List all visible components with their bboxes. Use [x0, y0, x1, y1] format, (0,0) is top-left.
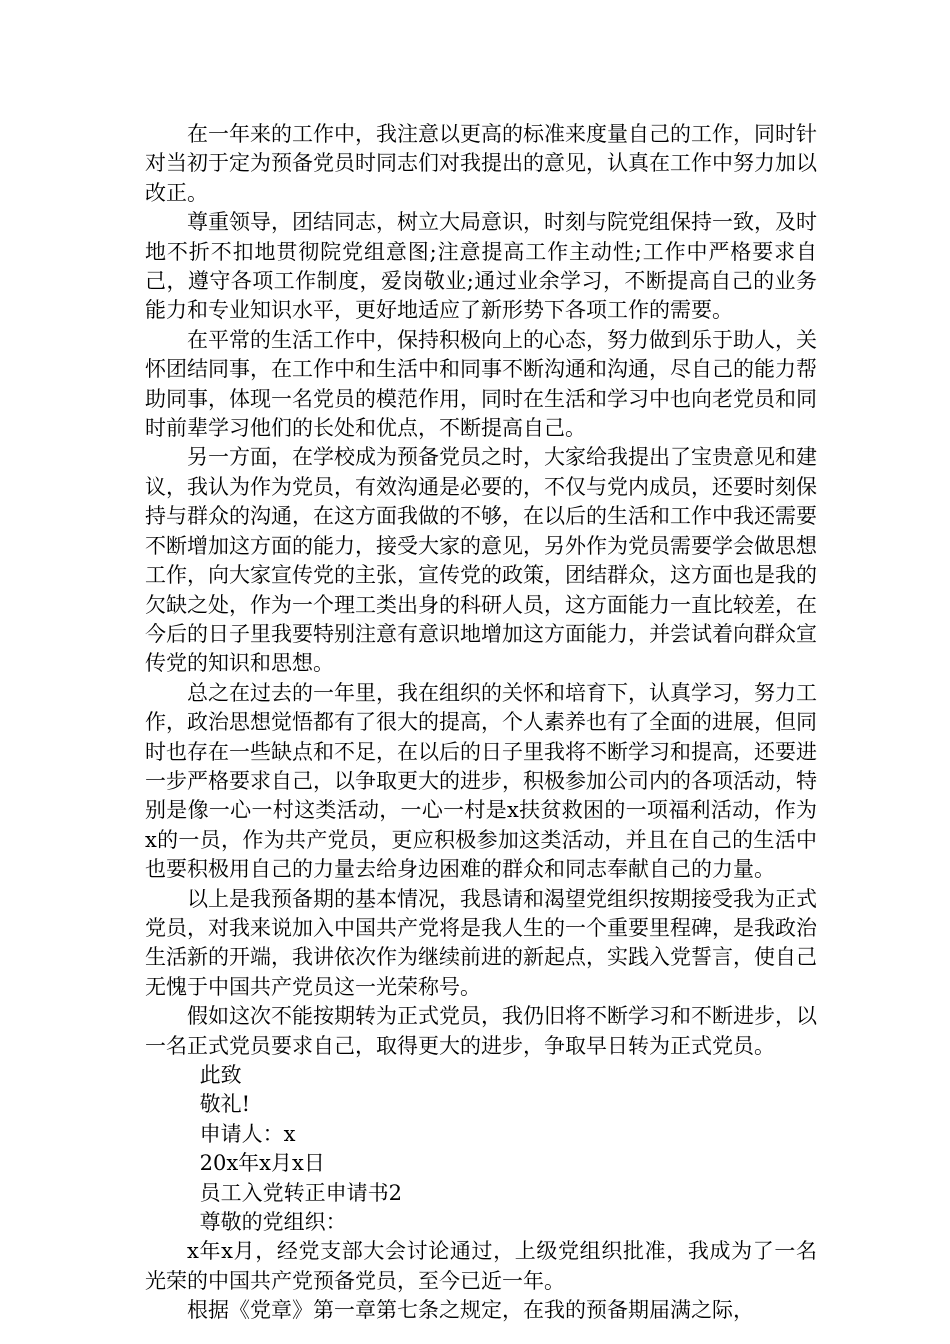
document-page [145, 120, 817, 1326]
next-document-greeting: 尊敬的党组织： [199, 1210, 347, 1235]
closing-salutation: 此致 [199, 1063, 242, 1087]
paragraph-request: 以上是我预备期的基本情况，我恳请和渴望党组织按期接受我为正式党员，对我来说加入中国共产党将是我人生的一个重要里程碑，是我政治生活新的开端，我讲依次作为继续前进的新起点，实践入党誓言，使自己无愧于中国共产党员这一光荣称号。 [145, 886, 817, 999]
closing-regards: 敬礼! [199, 1092, 251, 1117]
paragraph-next-constitution: 根据《党章》第一章第七条之规定，在我的预备期届满之际， [187, 1298, 754, 1323]
paragraph-communication: 另一方面，在学校成为预备党员之时，大家给我提出了宝贵意见和建议，我认为作为党员，有效沟通是必要的，不仅与党内成员，还要时刻保持与群众的沟通，在这方面我做的不够，在以后的生活和工作中我还需要不断增加这方面的能力，接受大家的意见，另外作为党员需要学会做思想工作，向大家宣传党的主张，宣传党的政策，团结群众，这方面也是我的欠缺之处，作为一个理工类出身的科研人员，这方面能力一直比较差，在今后的日子里我要特别注意有意识地增加这方面能力，并尝试着向群众宣传党的知识和思想。 [145, 445, 817, 676]
applicant-line: 申请人：x [199, 1121, 296, 1146]
paragraph-respect-leadership: 尊重领导，团结同志，树立大局意识，时刻与院党组保持一致，及时地不折不扣地贯彻院党组意图;注意提高工作主动性;工作中严格要求自己，遵守各项工作制度，爱岗敬业;通过业余学习，不断提高自己的业务能力和专业知识水平，更好地适应了新形势下各项工作的需要。 [145, 210, 817, 323]
paragraph-next-intro: x年x月，经党支部大会讨论通过，上级党组织批准，我成为了一名光荣的中国共产党预备党员，至今已近一年。 [145, 1239, 817, 1293]
paragraph-daily-life: 在平常的生活工作中，保持积极向上的心态，努力做到乐于助人，关怀团结同事，在工作中和生活中和同事不断沟通和沟通，尽自己的能力帮助同事，体现一名党员的模范作用，同时在生活和学习中也向老党员和同时前辈学习他们的长处和优点，不断提高自己。 [145, 327, 817, 441]
paragraph-summary: 总之在过去的一年里，我在组织的关怀和培育下，认真学习，努力工作，政治思想觉悟都有了很大的提高，个人素养也有了全面的进展，但同时也存在一些缺点和不足，在以后的日子里我将不断学习和提高，还要进一步严格要求自己，以争取更大的进步，积极参加公司内的各项活动，特别是像一心一村这类活动，一心一村是x扶贫救困的一项福利活动，作为x的一员，作为共产党员，更应积极参加这类活动，并且在自己的生活中也要积极用自己的力量去给身边困难的群众和同志奉献自己的力量。 [145, 680, 817, 882]
paragraph-work-standard: 在一年来的工作中，我注意以更高的标准来度量自己的工作，同时针对当初于定为预备党员时同志们对我提出的意见，认真在工作中努力加以改正。 [145, 122, 817, 205]
next-document-title: 员工入党转正申请书2 [199, 1180, 402, 1205]
date-line: 20x年x月x日 [199, 1151, 325, 1176]
paragraph-if-not-approved: 假如这次不能按期转为正式党员，我仍旧将不断学习和不断进步，以一名正式党员要求自己，取得更大的进步，争取早日转为正式党员。 [145, 1004, 817, 1058]
